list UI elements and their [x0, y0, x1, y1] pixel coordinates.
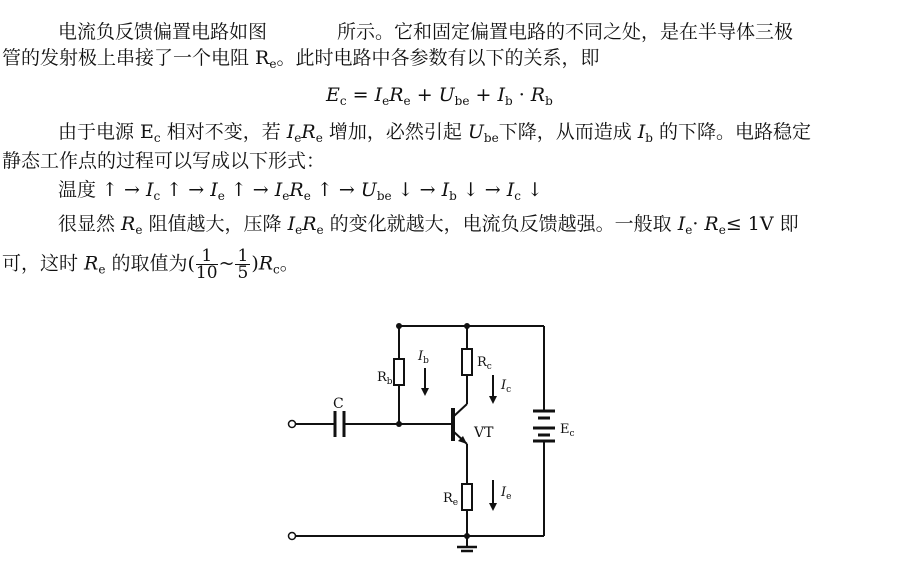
resistor-rb [394, 359, 404, 385]
eq-sub: e [382, 94, 390, 108]
var: U [467, 121, 484, 143]
eq-var: R [530, 84, 546, 106]
label-vt: VT [474, 425, 494, 441]
var: R [258, 252, 274, 275]
sub: e [135, 223, 143, 237]
var: I [210, 179, 218, 201]
sub: e [316, 223, 324, 237]
eq-var: I [497, 84, 505, 106]
var: R [301, 121, 316, 143]
eq-var: E [326, 84, 340, 106]
eq-sub: e [403, 94, 411, 108]
numerator: 1 [196, 248, 218, 265]
text: 电流负反馈偏置电路如图 [58, 21, 268, 43]
eq-op: · [512, 84, 531, 106]
text: ↓ → [456, 179, 507, 201]
ground-terminal [289, 533, 296, 540]
eq-op: + [410, 84, 439, 106]
junction-node [464, 533, 470, 539]
eq-var: R [389, 84, 404, 106]
text: 相对不变，若 [160, 121, 287, 143]
var: I [274, 179, 283, 201]
sub: e [282, 189, 290, 203]
junction-node [464, 323, 470, 329]
sub: b [645, 131, 653, 145]
text: ↑ → [310, 179, 361, 201]
text: ↓ → [391, 179, 442, 201]
sub: e [295, 223, 303, 237]
eq-sub: c [339, 94, 347, 108]
junction-node [396, 421, 402, 427]
sub: c [273, 262, 280, 277]
text: 的取值为( [105, 252, 195, 275]
label-re: $R_e$ [443, 491, 459, 508]
var: R [121, 213, 136, 235]
var: I [287, 213, 296, 235]
ib-arrow-head [421, 388, 429, 396]
var: I [677, 213, 686, 235]
sub: be [376, 189, 392, 203]
text: 很显然 [58, 213, 122, 235]
text: 的变化就越大，电流负反馈越强。一般取 [323, 213, 678, 235]
var: I [286, 121, 295, 143]
var: I [506, 179, 515, 201]
sub: c [153, 189, 161, 203]
var: I [441, 179, 450, 201]
eq-sub: b [545, 94, 553, 108]
text: 阻值越大，压降 [142, 213, 288, 235]
text: 的下降。电路稳定 [652, 121, 811, 143]
text: ↓ [521, 179, 543, 201]
numerator: 1 [237, 246, 249, 266]
var: R [302, 213, 317, 235]
text: 所示。它和固定偏置电路的不同之处，是在半导体三极 [337, 21, 794, 43]
sub: e [315, 131, 323, 145]
ie-arrow-head [489, 503, 497, 511]
label-c: C [333, 396, 344, 412]
sub: e [294, 131, 302, 145]
text: · [692, 213, 705, 235]
resistor-rc [462, 349, 472, 375]
label-ec: $E_c$ [560, 422, 575, 439]
label-rc: $R_c$ [477, 355, 492, 372]
eq-sub: b [504, 94, 513, 108]
text: ≤ 1V 即 [725, 213, 799, 235]
eq-sub: be [454, 94, 470, 108]
text: 增加，必然引起 [322, 121, 468, 143]
text: 温度 ↑ → [58, 179, 146, 201]
ic-arrow-head [489, 396, 497, 404]
sub: e [303, 189, 311, 203]
subscript: e [269, 57, 277, 71]
sub: e [217, 189, 225, 203]
var: I [637, 121, 646, 143]
eq-var: I [374, 84, 383, 106]
eq-op: = [346, 84, 375, 106]
sub: c [514, 189, 521, 203]
label-rb: $R_b$ [377, 370, 393, 387]
text: 。此时电路中各参数有以下的关系，即 [276, 47, 600, 69]
text: 可，这时 [2, 252, 85, 275]
junction-node [396, 323, 402, 329]
text: 静态工作点的过程可以写成以下形式： [2, 150, 326, 172]
label-ie: $I_e$ [501, 485, 512, 502]
denominator: 10 [195, 263, 218, 283]
var: R [289, 179, 304, 201]
sub: e [718, 223, 726, 237]
transistor-collector [454, 404, 467, 416]
var: R [84, 252, 99, 275]
label-ib: $I_b$ [418, 349, 429, 366]
var: U [360, 179, 377, 201]
sub: b [449, 189, 457, 203]
text: 管的发射极上串接了一个电阻 R [2, 47, 270, 69]
resistor-re [462, 484, 472, 510]
sub: be [483, 131, 499, 145]
sub: e [685, 223, 693, 237]
text: ) [251, 252, 259, 275]
text: ↑ → [224, 179, 275, 201]
tilde: ~ [218, 252, 235, 275]
text: ↑ → [160, 179, 211, 201]
eq-var: U [438, 84, 455, 106]
sub: e [98, 262, 106, 277]
sub: c [153, 131, 161, 145]
label-ic: $I_c$ [501, 378, 512, 395]
var: I [145, 179, 154, 201]
denominator: 5 [237, 263, 249, 283]
text: 由于电源 E [58, 121, 154, 143]
text: 下降，从而造成 [498, 121, 638, 143]
text: 。 [279, 252, 299, 275]
input-terminal [289, 421, 296, 428]
var: R [704, 213, 719, 235]
eq-op: + [469, 84, 498, 106]
